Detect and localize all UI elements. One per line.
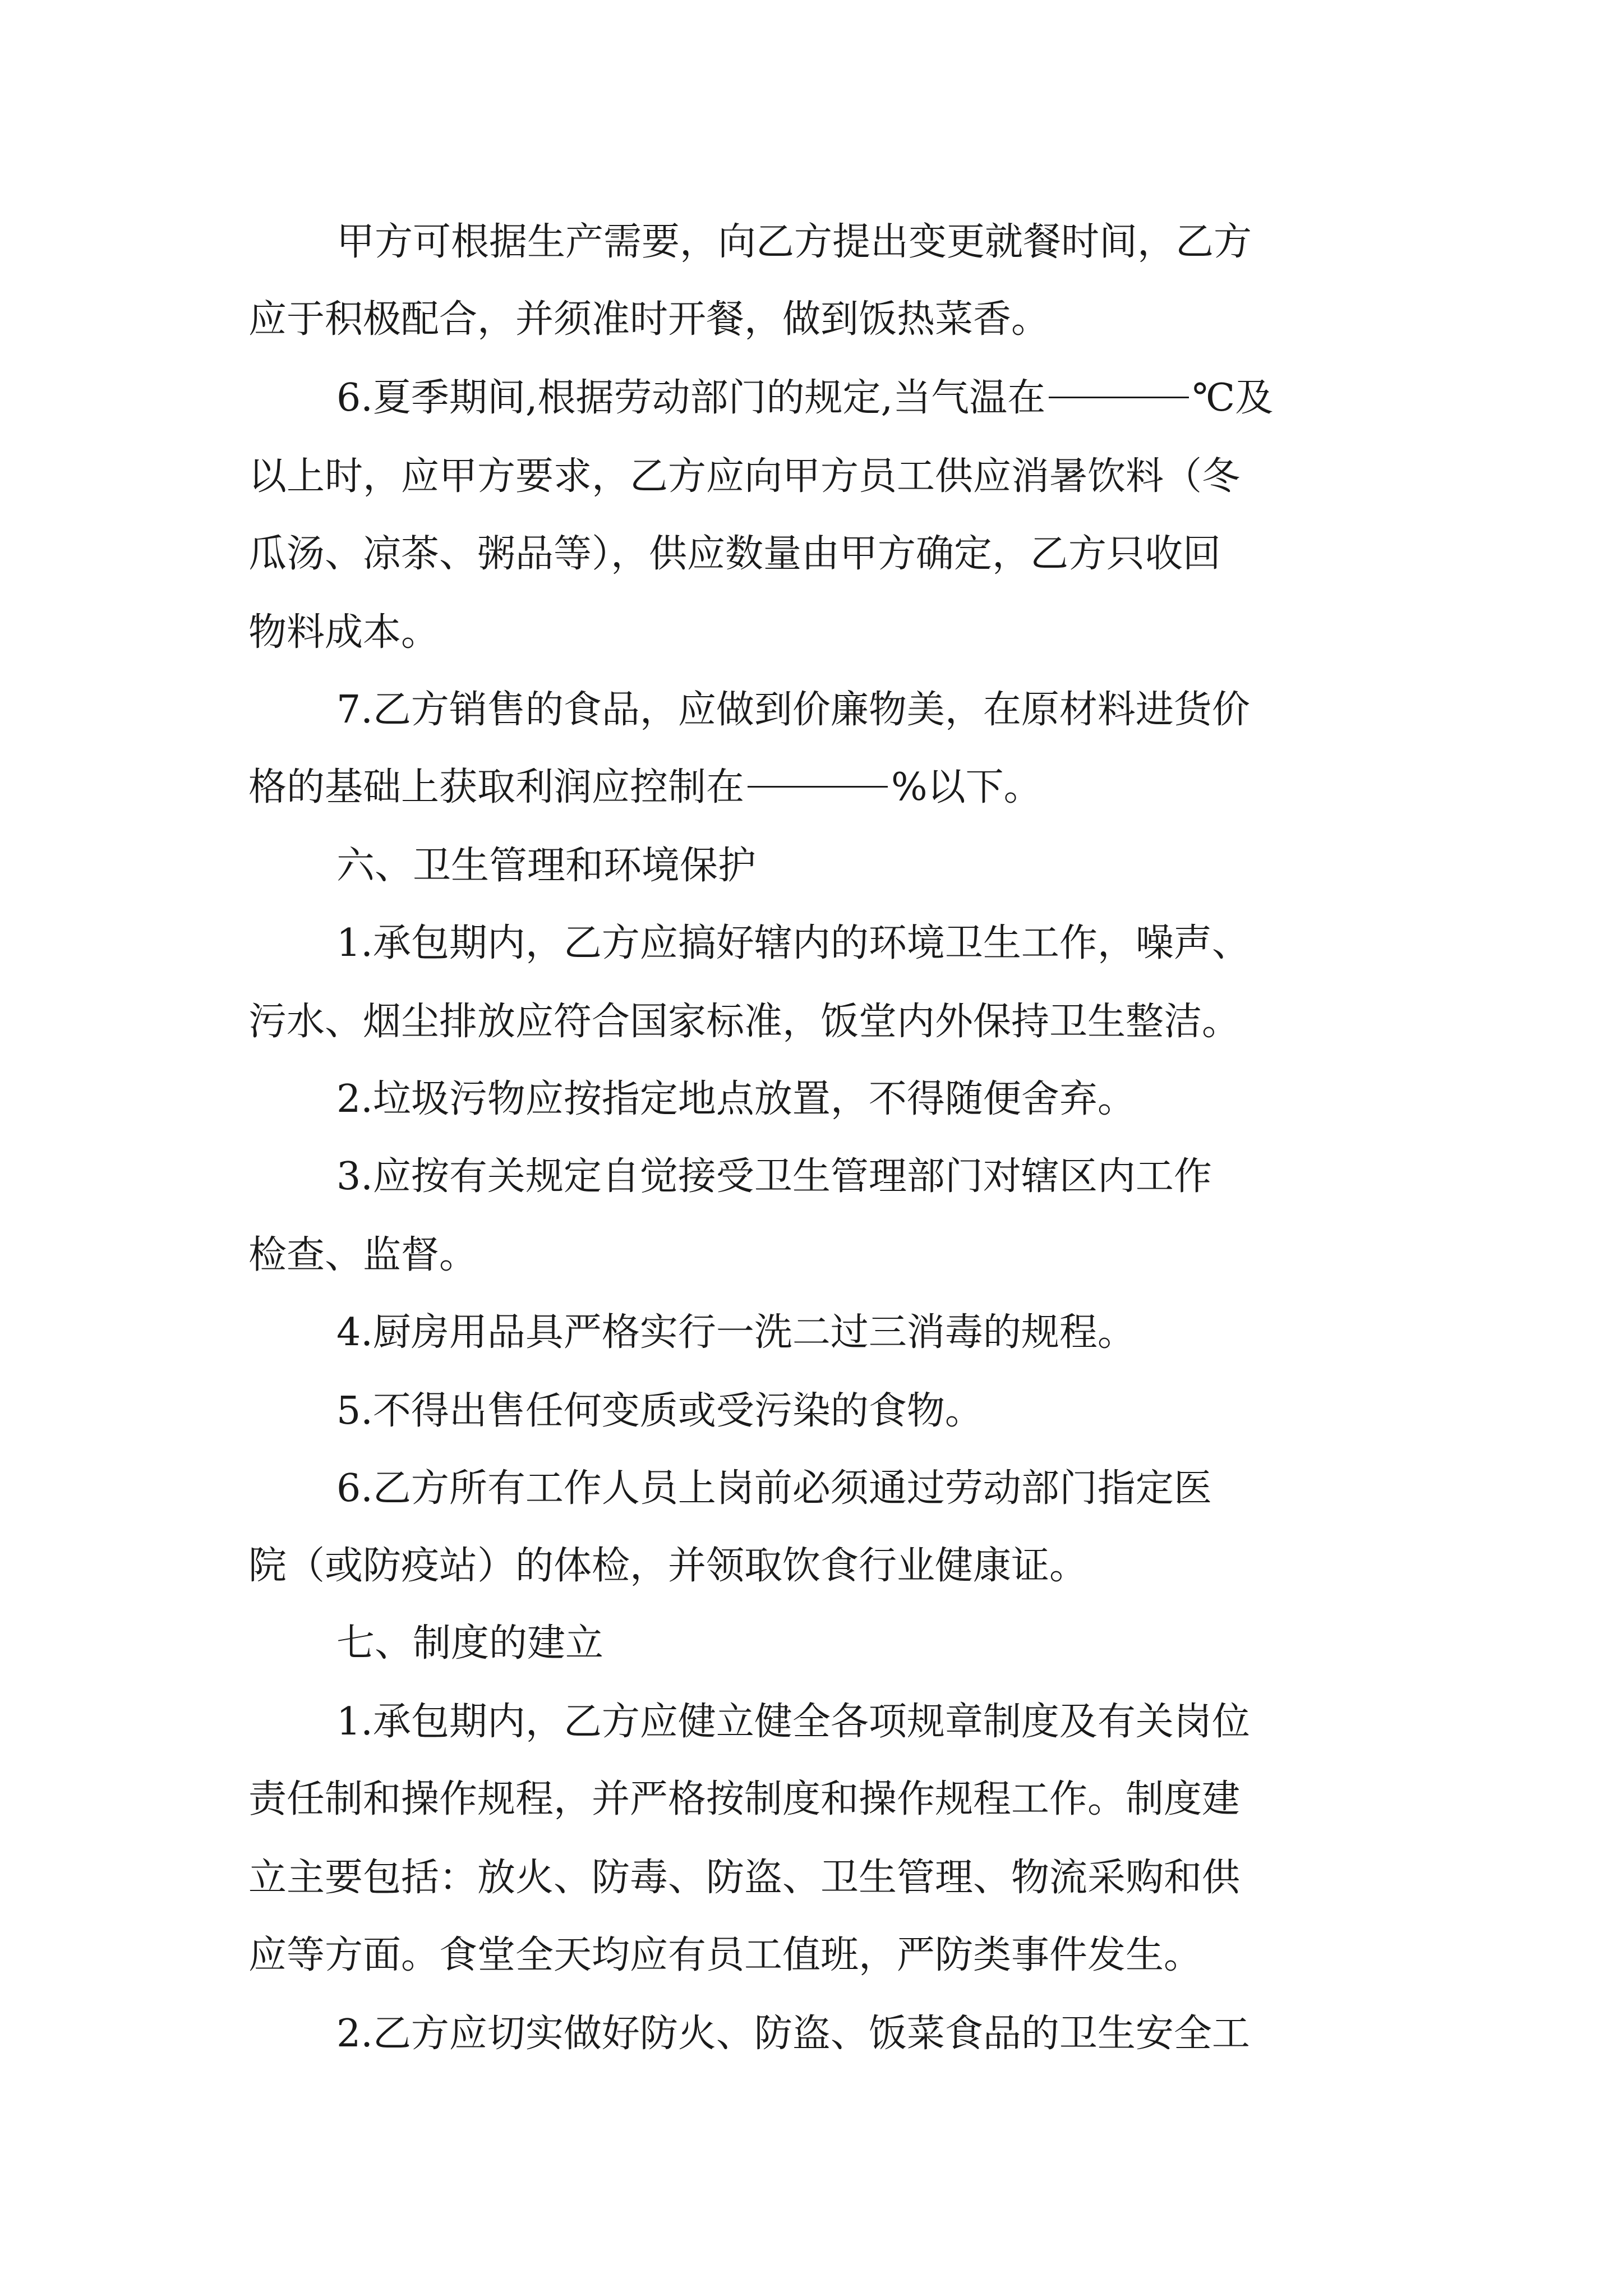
text-line — [336, 1450, 1212, 1528]
text-line-content: 应等方面。食堂全天均应有员工值班，严防类事件发生。 — [248, 1933, 1202, 1977]
text-line-content: 应于积极配合，并须准时开餐，做到饭热菜香。 — [248, 297, 1050, 342]
section-heading — [336, 1604, 603, 1683]
text-line-content: ℃及 — [1192, 376, 1274, 420]
text-line — [248, 748, 1042, 827]
text-line-content: 4.厨房用品具严格实行一洗二过三消毒的规程。 — [336, 1310, 1136, 1355]
text-line — [248, 1916, 1202, 1995]
text-line — [336, 1294, 1136, 1372]
section-heading-text: 六、卫生管理和环境保护 — [336, 844, 757, 888]
text-line-content: 污水、烟尘排放应符合国家标准，饭堂内外保持卫生整洁。 — [248, 1000, 1241, 1044]
text-line-content: 检查、监督。 — [248, 1233, 478, 1277]
text-line — [248, 515, 1221, 593]
text-line — [248, 1527, 1087, 1605]
text-line-content: 瓜汤、凉茶、粥品等），供应数量由甲方确定，乙方只收回 — [248, 532, 1221, 576]
text-line-content: 6.乙方所有工作人员上岗前必须通过劳动部门指定医 — [336, 1466, 1212, 1511]
text-line-content: 甲方可根据生产需要，向乙方提出变更就餐时间，乙方 — [336, 220, 1252, 264]
text-line — [336, 1995, 1250, 2073]
text-line-content: 6.夏季期间,根据劳动部门的规定,当气温在 — [336, 376, 1046, 420]
text-line-content: 3.应按有关规定自觉接受卫生管理部门对辖区内工作 — [336, 1154, 1212, 1199]
text-line-content: 以上时，应甲方要求，乙方应向甲方员工供应消暑饮料（冬 — [248, 454, 1241, 499]
text-line-content: %以下。 — [891, 765, 1042, 809]
text-line-content: 立主要包括：放火、防毒、防盗、卫生管理、物流采购和供 — [248, 1856, 1241, 1900]
text-line-content: 格的基础上获取利润应控制在 — [248, 765, 745, 809]
text-line-content: 2.垃圾污物应按指定地点放置，不得随便舍弃。 — [336, 1077, 1136, 1121]
text-line-content: 1.承包期内，乙方应健立健全各项规章制度及有关岗位 — [336, 1700, 1250, 1744]
text-line-content: 1.承包期内，乙方应搞好辖内的环境卫生工作，噪声、 — [336, 921, 1250, 965]
text-line — [248, 1839, 1240, 1917]
text-line — [336, 1060, 1136, 1139]
text-line-content: 2.乙方应切实做好防火、防盗、饭菜食品的卫生安全工 — [336, 2012, 1250, 2056]
text-line — [248, 280, 1049, 359]
section-heading-text: 七、制度的建立 — [336, 1621, 604, 1665]
text-line-content: 院（或防疫站）的体检，并领取饮食行业健康证。 — [248, 1544, 1088, 1588]
text-line — [336, 1372, 983, 1451]
text-line-content: 5.不得出售任何变质或受污染的食物。 — [336, 1389, 983, 1433]
text-line-content: 责任制和操作规程，并严格按制度和操作规程工作。制度建 — [248, 1777, 1241, 1821]
text-line — [248, 983, 1240, 1061]
text-line — [248, 438, 1240, 516]
fill-in-blank-temperature — [1049, 394, 1189, 398]
text-line — [248, 1760, 1240, 1839]
section-heading — [336, 827, 756, 905]
text-line — [336, 359, 1273, 438]
text-line-content: 7.乙方销售的食品，应做到价廉物美，在原材料进货价 — [336, 688, 1250, 732]
fill-in-blank-profit-percent — [748, 784, 888, 788]
text-line-content: 物料成本。 — [248, 610, 440, 655]
text-line — [336, 904, 1250, 983]
text-line — [336, 203, 1252, 282]
text-line — [248, 1216, 477, 1295]
text-line — [336, 1683, 1250, 1761]
text-line — [336, 671, 1250, 749]
text-line — [248, 593, 439, 672]
text-line — [336, 1138, 1212, 1216]
